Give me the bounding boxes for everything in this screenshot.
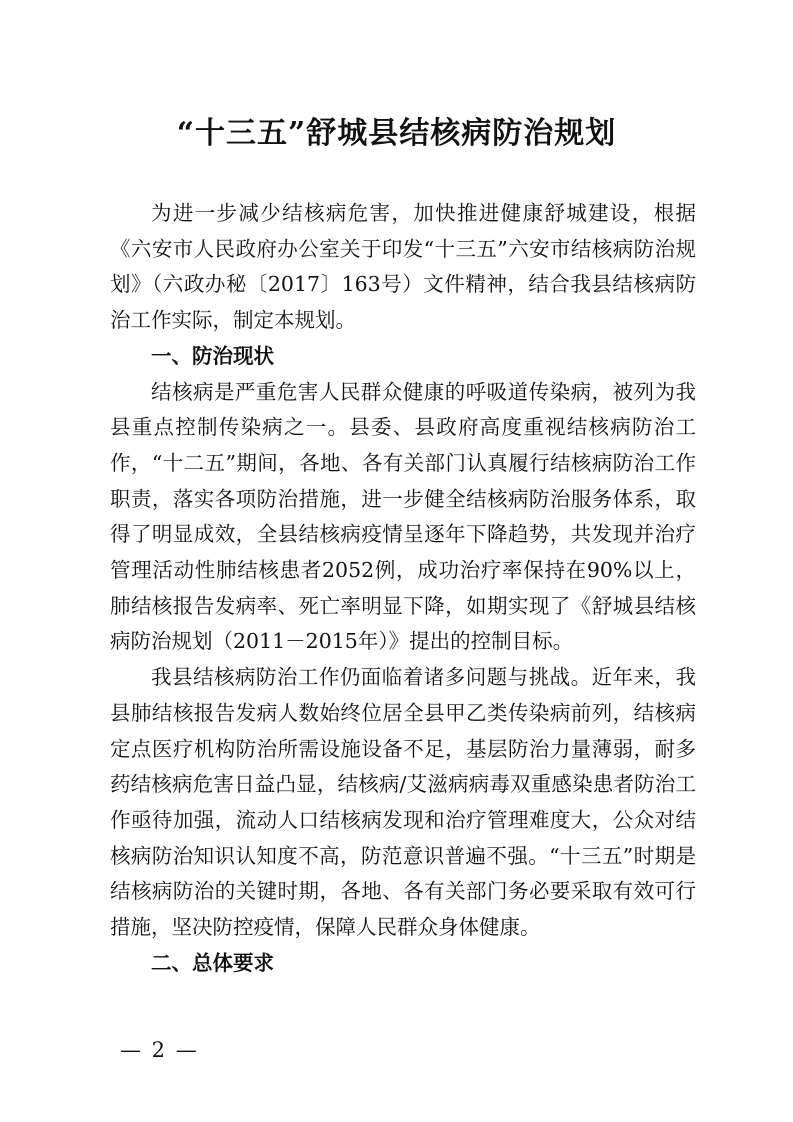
section-heading-overall-requirements: 二、总体要求	[151, 950, 274, 975]
document-title: “十三五”舒城县结核病防治规划	[176, 116, 617, 151]
section-heading-current-status: 一、防治现状	[151, 343, 274, 368]
intro-paragraph: 为进一步减少结核病危害，加快推进健康舒城建设，根据《六安市人民政府办公室关于印发“十三五”六安市结核病防治规划》（六政办秘〔2017〕163号）文件精神，结合我县结核病防治工作实际，制定本规划。	[110, 201, 696, 333]
challenges-paragraph: 我县结核病防治工作仍面临着诸多问题与挑战。近年来，我县肺结核报告发病人数始终位居全县甲乙类传染病前列，结核病定点医疗机构防治所需设施设备不足，基层防治力量薄弱，耐多药结核病危害日益凸显，结核病/艾滋病病毒双重感染患者防治工作亟待加强，流动人口结核病发现和治疗管理难度大，公众对结核病防治知识认知度不高，防范意识普遍不强。“十三五”时期是结核病防治的关键时期，各地、各有关部门务必要采取有效可行措施，坚决防控疫情，保障人民群众身体健康。	[110, 665, 696, 940]
page-number: — 2 —	[120, 1038, 199, 1062]
status-paragraph: 结核病是严重危害人民群众健康的呼吸道传染病，被列为我县重点控制传染病之一。县委、县政府高度重视结核病防治工作，“十二五”期间，各地、各有关部门认真履行结核病防治工作职责，落实各项防治措施，进一步健全结核病防治服务体系，取得了明显成效，全县结核病疫情呈逐年下降趋势，共发现并治疗管理活动性肺结核患者2052例，成功治疗率保持在90%以上，肺结核报告发病率、死亡率明显下降，如期实现了《舒城县结核病防治规划（2011－2015年）》提出的控制目标。	[110, 379, 696, 654]
document-body	[110, 196, 696, 981]
